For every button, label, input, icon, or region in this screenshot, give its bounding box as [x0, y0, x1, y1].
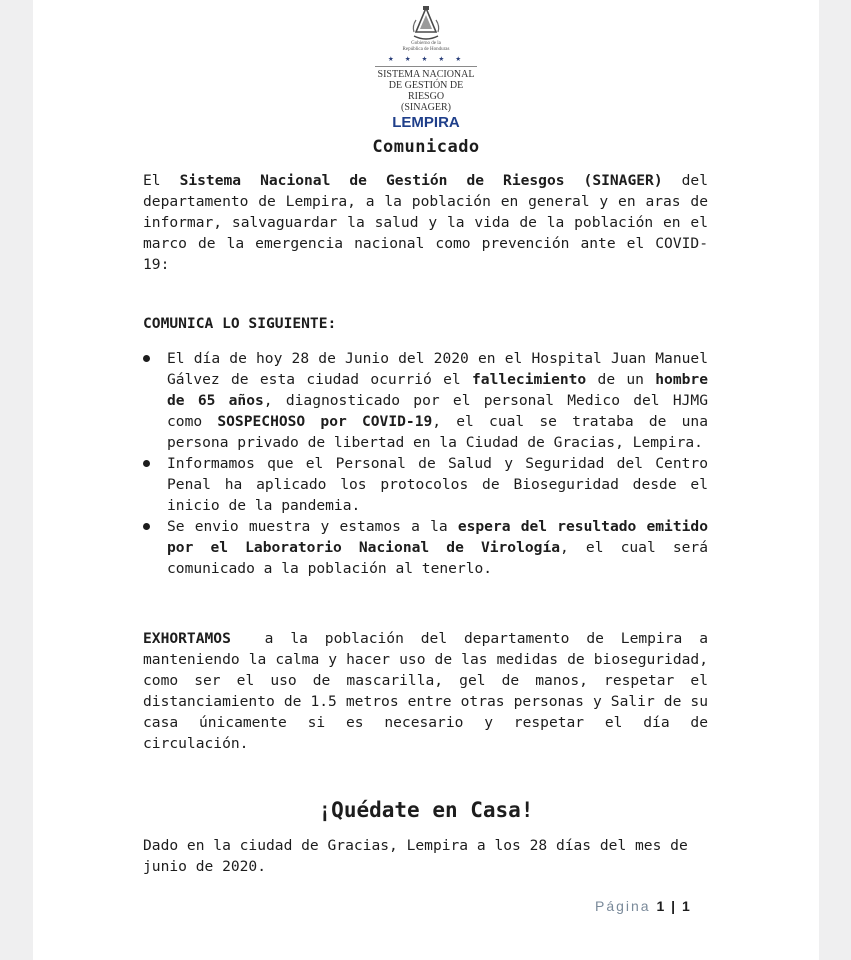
list-item [143, 453, 708, 516]
list-item [143, 516, 708, 579]
agency-line-3: (SINAGER) [401, 102, 451, 113]
bullet-icon [143, 460, 150, 467]
bullet-1-text-2: de un [586, 371, 656, 388]
slogan: ¡Quédate en Casa! [318, 798, 534, 822]
bullet-3-bold: espera del resultado emitido por el Laboratorio Nacional de Virología [167, 518, 708, 556]
bullet-1-text-1: El día de hoy 28 de Junio del 2020 en el Hospital Juan Manuel Gálvez de esta ciudad ocurrió el [167, 350, 708, 388]
bullet-1-bold-3: SOSPECHOSO por COVID-19 [217, 413, 433, 430]
page-separator: | [671, 898, 677, 914]
stars: ★ ★ ★ ★ ★ [388, 54, 464, 64]
intro-paragraph [143, 170, 708, 275]
agency-line-1: SISTEMA NACIONAL [377, 69, 475, 80]
coat-of-arms-icon [411, 6, 441, 40]
section-heading: COMUNICA LO SIGUIENTE: [143, 315, 337, 332]
page-number [595, 898, 691, 914]
gov-line-2: República de Honduras [402, 47, 450, 52]
intro-text-1: El [143, 172, 180, 189]
bullet-1-bold-1: fallecimiento [472, 371, 587, 388]
exhort-paragraph [143, 628, 717, 754]
government-text [371, 41, 481, 53]
bullet-icon [143, 523, 150, 530]
agency-line-2: DE GESTIÓN DE RIESGO [388, 80, 464, 102]
document-title: Comunicado [372, 137, 480, 157]
bullet-3-text-1: Se envio muestra y estamos a la [167, 518, 458, 535]
document-page [33, 0, 819, 960]
region-title: LEMPIRA [392, 114, 460, 131]
bullet-icon [143, 355, 150, 362]
bullet-1-text-3: , diagnosticado por el personal Medico del HJMG como [167, 392, 708, 430]
bullet-2-text: Informamos que el Personal de Salud y Seguridad del Centro Penal ha aplicado los protocolos de Bioseguridad desde el inicio de la pandemia. [167, 455, 708, 514]
bullet-3-text-2: , el cual será comunicado a la población al tenerlo. [167, 539, 708, 577]
intro-bold: Sistema Nacional de Gestión de Riesgos (SINAGER) [179, 172, 663, 189]
gov-line-1: Gobierno de la [411, 41, 441, 46]
agency-name [371, 69, 481, 113]
page-total: 1 [681, 898, 691, 914]
closing-paragraph: Dado en la ciudad de Gracias, Lempira a los 28 días del mes de junio de 2020. [143, 837, 688, 875]
exhort-text: a la población del departamento de Lempira a manteniendo la calma y hacer uso de las medidas de bioseguridad, como ser el uso de mascarilla, gel de manos, respetar el distanciamiento de 1.5 metros entre otras personas y Salir de su casa únicamente si es necesario y respetar el día de circulación. [143, 630, 717, 752]
intro-text-2: del departamento de Lempira, a la población en general y en aras de informar, salvaguardar la salud y la vida de la población en el marco de la emergencia nacional como prevención ante el COVID-19: [143, 172, 708, 273]
exhort-bold: EXHORTAMOS [143, 630, 231, 647]
bullet-1-bold-2: hombre de 65 años [167, 371, 708, 409]
sinager-logo [371, 6, 481, 113]
page-label: Página [595, 898, 657, 914]
bullet-list [143, 348, 708, 579]
list-item [143, 348, 708, 453]
page-current: 1 [656, 898, 666, 914]
logo-divider [375, 66, 477, 67]
bullet-1-text-4: , el cual se trataba de una persona privado de libertad en la Ciudad de Gracias, Lempira. [167, 413, 708, 451]
